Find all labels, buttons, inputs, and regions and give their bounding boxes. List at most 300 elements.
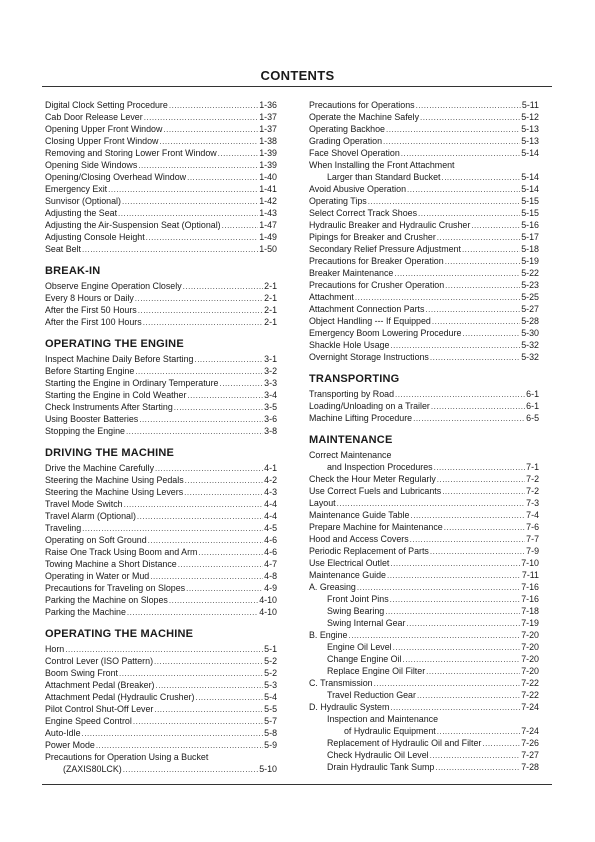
toc-entry-page-number: 4-4	[264, 499, 277, 509]
dot-leader	[154, 656, 263, 668]
toc-entry[interactable]	[309, 749, 539, 761]
toc-entry-title: Use Correct Fuels and Lubricants	[309, 486, 442, 496]
dot-leader	[383, 136, 520, 148]
toc-entry-title: Maintenance Guide	[309, 570, 386, 580]
toc-entry[interactable]	[309, 533, 539, 545]
toc-entry[interactable]	[309, 279, 539, 291]
toc-entry[interactable]	[45, 667, 277, 679]
toc-entry-title: Front Joint Pins	[327, 594, 389, 604]
toc-entry[interactable]	[45, 171, 277, 183]
toc-entry-title: Loading/Unloading on a Trailer	[309, 401, 430, 411]
toc-entry-page-number: 5-15	[521, 196, 539, 206]
toc-entry-title: Travel Mode Switch	[45, 499, 123, 509]
toc-entry-page-number: 5-9	[264, 740, 277, 750]
toc-entry-title: Removing and Storing Lower Front Window	[45, 148, 217, 158]
toc-entry-title: Opening Side Windows	[45, 160, 138, 170]
toc-entry[interactable]	[309, 641, 539, 653]
toc-entry[interactable]	[309, 400, 539, 412]
toc-entry-title: Observe Engine Operation Closely	[45, 281, 182, 291]
toc-entry-page-number: 1-38	[259, 136, 277, 146]
toc-entry-page-number: 5-2	[264, 656, 277, 666]
dot-leader	[137, 511, 263, 523]
toc-entry-page-number: 5-25	[521, 292, 539, 302]
toc-entry-page-number: 7-2	[526, 486, 539, 496]
toc-entry[interactable]	[45, 292, 277, 304]
toc-entry[interactable]	[309, 231, 539, 243]
toc-entry-title: Digital Clock Setting Procedure	[45, 100, 168, 110]
toc-entry-page-number: 3-4	[264, 390, 277, 400]
toc-entry[interactable]	[309, 183, 539, 195]
toc-entry-title: Boom Swing Front	[45, 668, 119, 678]
toc-entry-title: Change Engine Oil	[327, 654, 402, 664]
toc-entry[interactable]	[309, 725, 539, 737]
toc-entry[interactable]	[309, 569, 539, 581]
toc-entry-title: Attachment	[309, 292, 354, 302]
toc-entry[interactable]	[45, 582, 277, 594]
toc-entry-title: Precautions for Crusher Operation	[309, 280, 445, 290]
toc-entry-title: Use Electrical Outlet	[309, 558, 390, 568]
toc-entry[interactable]	[309, 219, 539, 231]
toc-entry[interactable]	[45, 159, 277, 171]
toc-entry-title: Attachment Pedal (Breaker)	[45, 680, 155, 690]
left-column	[45, 99, 277, 775]
toc-entry-title: Pipings for Breaker and Crusher	[309, 232, 436, 242]
toc-entry-title: Replacement of Hydraulic Oil and Filter	[327, 738, 482, 748]
toc-entry[interactable]	[45, 243, 277, 255]
toc-entry[interactable]	[309, 581, 539, 593]
toc-entry-page-number: 2-1	[264, 281, 277, 291]
dot-leader	[218, 148, 259, 160]
dot-leader	[390, 558, 520, 570]
toc-entry-correct-line1: Correct Maintenance	[309, 450, 392, 460]
toc-entry[interactable]	[309, 327, 539, 339]
toc-entry-title: Steering the Machine Using Pedals	[45, 475, 184, 485]
toc-entry[interactable]	[45, 606, 277, 618]
toc-entry-title: Traveling	[45, 523, 82, 533]
toc-entry-page-number: 4-3	[264, 487, 277, 497]
toc-entry[interactable]	[45, 474, 277, 486]
toc-entry[interactable]	[45, 510, 277, 522]
toc-entry-page-number: 4-6	[264, 547, 277, 557]
toc-entry-title: Precautions for Operations	[309, 100, 415, 110]
toc-entry-title: Power Mode	[45, 740, 95, 750]
toc-entry[interactable]	[45, 570, 277, 582]
toc-entry-page-number: 1-36	[259, 100, 277, 110]
dot-leader	[178, 559, 263, 571]
toc-entry-title: Opening/Closing Overhead Window	[45, 172, 187, 182]
greasing-list	[309, 593, 539, 629]
dot-leader	[222, 220, 259, 232]
toc-entry-title: Travel Alarm (Optional)	[45, 511, 136, 521]
toc-entry[interactable]	[45, 365, 277, 377]
toc-entry[interactable]	[309, 629, 539, 641]
toc-entry-title: Swing Bearing	[327, 606, 385, 616]
toc-entry[interactable]	[309, 195, 539, 207]
dot-leader	[430, 546, 525, 558]
toc-entry-title: Raise One Track Using Boom and Arm	[45, 547, 198, 557]
toc-entry-title: Swing Internal Gear	[327, 618, 406, 628]
dot-leader	[174, 402, 263, 414]
dot-leader	[445, 256, 521, 268]
toc-entry-title: Precautions for Breaker Operation	[309, 256, 444, 266]
toc-entry[interactable]	[45, 534, 277, 546]
break-in-list	[45, 280, 277, 328]
dot-leader	[416, 100, 521, 112]
toc-entry-page-number: 4-10	[259, 595, 277, 605]
toc-entry-page-number: 7-3	[526, 498, 539, 508]
toc-entry[interactable]	[45, 195, 277, 207]
toc-entry[interactable]	[45, 462, 277, 474]
dot-leader	[187, 172, 258, 184]
toc-entry[interactable]	[45, 353, 277, 365]
toc-entry-title: Shackle Hole Usage	[309, 340, 390, 350]
dot-leader	[186, 583, 263, 595]
toc-entry[interactable]	[309, 701, 539, 713]
toc-entry[interactable]	[309, 485, 539, 497]
toc-entry[interactable]	[309, 243, 539, 255]
toc-entry-title: Operating in Water or Mud	[45, 571, 150, 581]
toc-entry[interactable]	[309, 303, 539, 315]
dot-leader	[434, 462, 526, 474]
hydraulic-list	[309, 737, 539, 773]
toc-entry-page-number: 6-1	[526, 401, 539, 411]
toc-entry-title: Using Booster Batteries	[45, 414, 139, 424]
toc-entry-page-number: 4-6	[264, 535, 277, 545]
toc-entry-page-number: 1-37	[259, 112, 277, 122]
toc-entry-title: Operating on Soft Ground	[45, 535, 147, 545]
dot-leader	[198, 547, 263, 559]
toc-entry-title: Auto-Idle	[45, 728, 81, 738]
toc-entry[interactable]	[45, 147, 277, 159]
toc-entry-bucket-line2	[45, 763, 277, 775]
toc-entry-title: of Hydraulic Equipment	[344, 726, 436, 736]
dot-leader	[426, 666, 520, 678]
toc-entry-title: Engine Oil Level	[327, 642, 392, 652]
toc-entry[interactable]	[309, 135, 539, 147]
toc-entry[interactable]	[45, 643, 277, 655]
toc-entry[interactable]	[45, 486, 277, 498]
toc-entry-title: Towing Machine a Short Distance	[45, 559, 177, 569]
toc-entry-title: Object Handling --- If Equipped	[309, 316, 431, 326]
toc-entry[interactable]	[45, 703, 277, 715]
dot-leader	[390, 594, 521, 606]
toc-entry-page-number: 1-39	[259, 148, 277, 158]
toc-entry[interactable]	[45, 546, 277, 558]
toc-entry[interactable]	[45, 316, 277, 328]
toc-entry[interactable]	[309, 737, 539, 749]
toc-entry[interactable]	[309, 267, 539, 279]
dot-leader	[482, 738, 520, 750]
toc-entry[interactable]	[45, 231, 277, 243]
toc-entry-page-number: 4-7	[264, 559, 277, 569]
dot-leader	[387, 570, 521, 582]
toc-entry-engine	[309, 629, 539, 641]
toc-entry-page-number: 1-47	[259, 220, 277, 230]
toc-entry[interactable]	[45, 715, 277, 727]
toc-entry-page-number: 5-22	[521, 268, 539, 278]
dot-leader	[127, 607, 258, 619]
toc-entry-title: Overnight Storage Instructions	[309, 352, 429, 362]
toc-entry-page-number: 5-17	[521, 232, 539, 242]
dot-leader	[82, 244, 258, 256]
toc-entry-title: Periodic Replacement of Parts	[309, 546, 429, 556]
toc-entry-title: Secondary Relief Pressure Adjustment	[309, 244, 461, 254]
toc-entry-title: Opening Upper Front Window	[45, 124, 163, 134]
toc-entry-page-number: 5-5	[264, 704, 277, 714]
toc-entry[interactable]	[309, 99, 539, 111]
toc-entry[interactable]	[45, 219, 277, 231]
toc-entry[interactable]	[309, 461, 539, 473]
toc-entry[interactable]	[309, 605, 539, 617]
toc-entry[interactable]	[45, 413, 277, 425]
toc-entry-page-number: 1-37	[259, 124, 277, 134]
operating-engine-list	[45, 353, 277, 437]
dot-leader	[138, 305, 263, 317]
toc-entry[interactable]	[309, 617, 539, 629]
toc-entry[interactable]	[45, 739, 277, 751]
toc-entry[interactable]	[309, 521, 539, 533]
dot-leader	[442, 486, 525, 498]
toc-entry-page-number: 5-14	[521, 184, 539, 194]
toc-entry-bucket-line1: Precautions for Operation Using a Bucket	[45, 752, 209, 762]
right-column	[309, 99, 539, 773]
toc-entry-page-number: 3-1	[264, 354, 277, 364]
dot-leader	[124, 499, 264, 511]
toc-entry-title: Layout	[309, 498, 336, 508]
section-heading-operating-machine: OPERATING THE MACHINE	[45, 628, 194, 640]
toc-entry[interactable]	[45, 207, 277, 219]
toc-entry-page-number: 7-18	[521, 606, 539, 616]
dot-leader	[163, 124, 258, 136]
transmission-list	[309, 689, 539, 701]
dot-leader	[385, 606, 520, 618]
toc-entry-page-number: 7-11	[521, 570, 539, 580]
toc-entry[interactable]	[309, 291, 539, 303]
toc-entry[interactable]	[45, 99, 277, 111]
toc-entry[interactable]	[45, 401, 277, 413]
toc-entry-page-number: 4-5	[264, 523, 277, 533]
toc-entry-page-number: 7-19	[521, 618, 539, 628]
toc-entry-title: C. Transmission	[309, 678, 373, 688]
dot-leader	[126, 426, 263, 438]
toc-entry[interactable]	[309, 388, 539, 400]
toc-entry[interactable]	[45, 377, 277, 389]
intro-list	[45, 99, 277, 255]
toc-entry-title: Face Shovel Operation	[309, 148, 400, 158]
toc-entry[interactable]	[309, 473, 539, 485]
toc-entry-page-number: 6-1	[526, 389, 539, 399]
dot-leader	[146, 232, 259, 244]
toc-entry-title: After the First 50 Hours	[45, 305, 137, 315]
toc-entry[interactable]	[45, 111, 277, 123]
toc-entry-title: Parking the Machine on Slopes	[45, 595, 168, 605]
toc-entry[interactable]	[309, 111, 539, 123]
toc-entry-page-number: 4-4	[264, 511, 277, 521]
toc-entry-page-number: 5-27	[521, 304, 539, 314]
toc-entry[interactable]	[309, 593, 539, 605]
toc-entry-title: Attachment Connection Parts	[309, 304, 425, 314]
toc-entry-title: Operate the Machine Safely	[309, 112, 420, 122]
toc-entry[interactable]	[309, 171, 539, 183]
toc-entry[interactable]	[309, 412, 539, 424]
toc-entry[interactable]	[45, 727, 277, 739]
toc-entry-title: Machine Lifting Procedure	[309, 413, 413, 423]
toc-entry-page-number: 5-18	[521, 244, 539, 254]
toc-entry-page-number: 6-5	[526, 413, 539, 423]
dot-leader	[143, 317, 263, 329]
driving-list	[45, 462, 277, 618]
toc-entry-title: Adjusting the Seat	[45, 208, 118, 218]
toc-entry[interactable]	[309, 339, 539, 351]
toc-entry[interactable]	[45, 691, 277, 703]
toc-entry-title: Adjusting the Air-Suspension Seat (Optional)	[45, 220, 221, 230]
toc-entry-page-number: 7-20	[521, 666, 539, 676]
toc-entry[interactable]	[309, 509, 539, 521]
toc-entry[interactable]	[45, 498, 277, 510]
dot-leader	[462, 328, 520, 340]
toc-entry[interactable]	[45, 280, 277, 292]
toc-entry-page-number: 2-1	[264, 317, 277, 327]
toc-entry-title: Control Lever (ISO Pattern)	[45, 656, 154, 666]
toc-entry-title: Starting the Engine in Ordinary Temperature	[45, 378, 219, 388]
toc-entry[interactable]	[309, 147, 539, 159]
top-divider	[42, 86, 552, 87]
toc-entry-page-number: 7-28	[521, 762, 539, 772]
toc-entry-title: Prepare Machine for Maintenance	[309, 522, 443, 532]
toc-entry-page-number: 3-5	[264, 402, 277, 412]
dot-leader	[413, 413, 525, 425]
toc-entry[interactable]	[309, 761, 539, 773]
toc-entry-page-number: 5-19	[521, 256, 539, 266]
dot-leader	[135, 293, 263, 305]
dot-leader	[108, 184, 258, 196]
toc-entry[interactable]	[309, 123, 539, 135]
dot-leader	[139, 414, 263, 426]
toc-entry-page-number: 5-7	[264, 716, 277, 726]
dot-leader	[154, 704, 263, 716]
dot-leader	[184, 487, 263, 499]
toc-entry[interactable]	[309, 351, 539, 363]
toc-entry-page-number: 7-16	[521, 594, 539, 604]
dot-leader	[431, 401, 525, 413]
toc-entry[interactable]	[309, 665, 539, 677]
toc-entry[interactable]	[45, 558, 277, 570]
toc-entry-page-number: 1-50	[259, 244, 277, 254]
toc-entry[interactable]	[309, 255, 539, 267]
dot-leader	[462, 244, 520, 256]
toc-entry-title: (ZAXIS80LCK)	[63, 764, 122, 774]
toc-entry-page-number: 5-16	[521, 220, 539, 230]
dot-leader	[407, 184, 520, 196]
toc-entry-page-number: 5-28	[521, 316, 539, 326]
dot-leader	[185, 475, 264, 487]
toc-entry-page-number: 5-14	[521, 172, 539, 182]
toc-entry-page-number: 1-39	[259, 160, 277, 170]
toc-entry[interactable]	[45, 425, 277, 437]
dot-leader	[169, 100, 258, 112]
toc-entry-title: Inspect Machine Daily Before Starting	[45, 354, 194, 364]
toc-entry[interactable]	[309, 207, 539, 219]
toc-entry[interactable]	[45, 763, 277, 775]
toc-entry-title: After the First 100 Hours	[45, 317, 142, 327]
toc-entry-title: Attachment Pedal (Hydraulic Crusher)	[45, 692, 195, 702]
dot-leader	[406, 618, 520, 630]
toc-entry-title: D. Hydraulic System	[309, 702, 390, 712]
toc-entry-title: Maintenance Guide Table	[309, 510, 410, 520]
toc-entry-page-number: 5-2	[264, 668, 277, 678]
toc-entry[interactable]	[309, 545, 539, 557]
toc-entry-title: Select Correct Track Shoes	[309, 208, 418, 218]
dot-leader	[187, 390, 263, 402]
toc-entry-title: Stopping the Engine	[45, 426, 125, 436]
toc-entry[interactable]	[45, 304, 277, 316]
toc-entry-page-number: 5-32	[521, 340, 539, 350]
toc-entry-greasing	[309, 581, 539, 593]
toc-entry-page-number: 7-22	[521, 678, 539, 688]
toc-entry-title: Steering the Machine Using Levers	[45, 487, 184, 497]
toc-entry-page-number: 3-8	[264, 426, 277, 436]
toc-entry-title: Precautions for Traveling on Slopes	[45, 583, 186, 593]
dot-leader	[441, 172, 520, 184]
toc-entry[interactable]	[45, 135, 277, 147]
toc-entry[interactable]	[45, 679, 277, 691]
toc-entry-page-number: 7-4	[526, 510, 539, 520]
toc-entry-page-number: 5-15	[521, 208, 539, 218]
toc-entry[interactable]	[45, 389, 277, 401]
toc-entry-page-number: 7-24	[521, 726, 539, 736]
toc-entry-title: Seat Belt	[45, 244, 82, 254]
toc-entry[interactable]	[309, 653, 539, 665]
section-heading-break-in: BREAK-IN	[45, 265, 101, 277]
toc-entry-front-attach-line1: When Installing the Front Attachment	[309, 160, 455, 170]
toc-entry-title: A. Greasing	[309, 582, 356, 592]
section-heading-transporting: TRANSPORTING	[309, 373, 400, 385]
dot-leader	[393, 642, 521, 654]
toc-entry-title: Check the Hour Meter Regularly	[309, 474, 436, 484]
toc-entry-page-number: 5-11	[521, 100, 539, 110]
toc-entry-page-number: 1-40	[259, 172, 277, 182]
dot-leader	[386, 124, 520, 136]
toc-entry-page-number: 4-10	[259, 607, 277, 617]
toc-entry-title: Parking the Machine	[45, 607, 126, 617]
toc-entry-title: Breaker Maintenance	[309, 268, 394, 278]
toc-entry-page-number: 7-20	[521, 654, 539, 664]
toc-entry[interactable]	[309, 689, 539, 701]
toc-entry[interactable]	[45, 123, 277, 135]
toc-entry-page-number: 5-3	[264, 680, 277, 690]
toc-entry[interactable]	[45, 594, 277, 606]
dot-leader	[122, 196, 258, 208]
toc-entry[interactable]	[45, 183, 277, 195]
toc-entry-page-number: 4-8	[264, 571, 277, 581]
dot-leader	[417, 690, 520, 702]
page-title: CONTENTS	[260, 68, 335, 83]
toc-entry[interactable]	[309, 497, 539, 509]
toc-entry-page-number: 5-32	[521, 352, 539, 362]
toc-entry-correct-line2	[309, 461, 539, 473]
toc-entry[interactable]	[45, 522, 277, 534]
dot-leader	[437, 474, 525, 486]
toc-entry-title: Hood and Access Covers	[309, 534, 409, 544]
toc-entry-transmission	[309, 677, 539, 689]
toc-entry[interactable]	[309, 557, 539, 569]
toc-entry[interactable]	[45, 655, 277, 667]
toc-entry-page-number: 3-6	[264, 414, 277, 424]
toc-entry[interactable]	[309, 677, 539, 689]
toc-entry-page-number: 5-30	[521, 328, 539, 338]
engine-list	[309, 641, 539, 677]
toc-entry[interactable]	[309, 315, 539, 327]
